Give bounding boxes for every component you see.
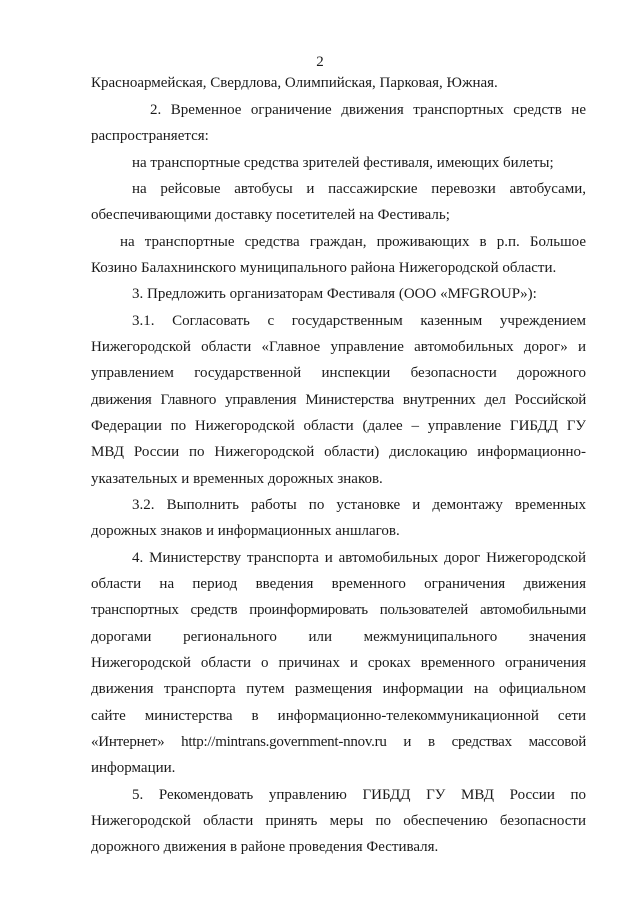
text-line: Козино Балахнинского муниципального района Нижегородской области. — [91, 260, 557, 276]
text-line: дорогами регионального или межмуниципального значения — [91, 629, 586, 645]
text-line: на транспортные средства зрителей фестиваля, имеющих билеты; — [132, 155, 554, 171]
text-line: «Интернет» http://mintrans.government-nnov.ru и в средствах массовой — [91, 734, 586, 750]
text-line: 4. Министерству транспорта и автомобильных дорог Нижегородской — [132, 550, 586, 566]
text-line: 3.2. Выполнить работы по установке и демонтажу временных — [132, 497, 586, 513]
text-line: сайте министерства в информационно-телекоммуникационной сети — [91, 708, 586, 724]
text-line: распространяется: — [91, 128, 209, 144]
text-line: движения транспорта путем размещения информации на официальном — [91, 681, 586, 697]
text-line: Нижегородской области о причинах и сроках временного ограничения — [91, 655, 586, 671]
text-line: Красноармейская, Свердлова, Олимпийская, Парковая, Южная. — [91, 75, 498, 91]
text-line: дорожного движения в районе проведения Фестиваля. — [91, 839, 439, 855]
text-line: указательных и временных дорожных знаков. — [91, 471, 383, 487]
text-line: Нижегородской области «Главное управление автомобильных дорог» и — [91, 339, 586, 355]
text-line: обеспечивающими доставку посетителей на Фестиваль; — [91, 207, 450, 223]
text-line: Нижегородской области принять меры по обеспечению безопасности — [91, 813, 586, 829]
text-line: области на период введения временного ограничения движения — [91, 576, 586, 592]
text-line: транспортных средств проинформировать пользователей автомобильными — [91, 602, 586, 618]
text-line: на рейсовые автобусы и пассажирские перевозки автобусами, — [132, 181, 586, 197]
text-line: 3. Предложить организаторам Фестиваля (ООО «MFGROUP»): — [132, 286, 537, 302]
text-line: информации. — [91, 760, 176, 776]
text-line: 3.1. Согласовать с государственным казенным учреждением — [132, 313, 586, 329]
text-line: 2. Временное ограничение движения транспортных средств не — [150, 102, 586, 118]
text-line: Федерации по Нижегородской области (далее – управление ГИБДД ГУ — [91, 418, 586, 434]
text-line: МВД России по Нижегородской области) дислокацию информационно- — [91, 444, 586, 460]
text-line: 5. Рекомендовать управлению ГИБДД ГУ МВД России по — [132, 787, 586, 803]
text-line: дорожных знаков и информационных аншлагов. — [91, 523, 400, 539]
text-line: управлением государственной инспекции безопасности дорожного — [91, 365, 586, 381]
text-line: на транспортные средства граждан, проживающих в р.п. Большое — [120, 234, 586, 250]
page-number: 2 — [316, 54, 324, 70]
text-line: движения Главного управления Министерства внутренних дел Российской — [91, 392, 586, 408]
